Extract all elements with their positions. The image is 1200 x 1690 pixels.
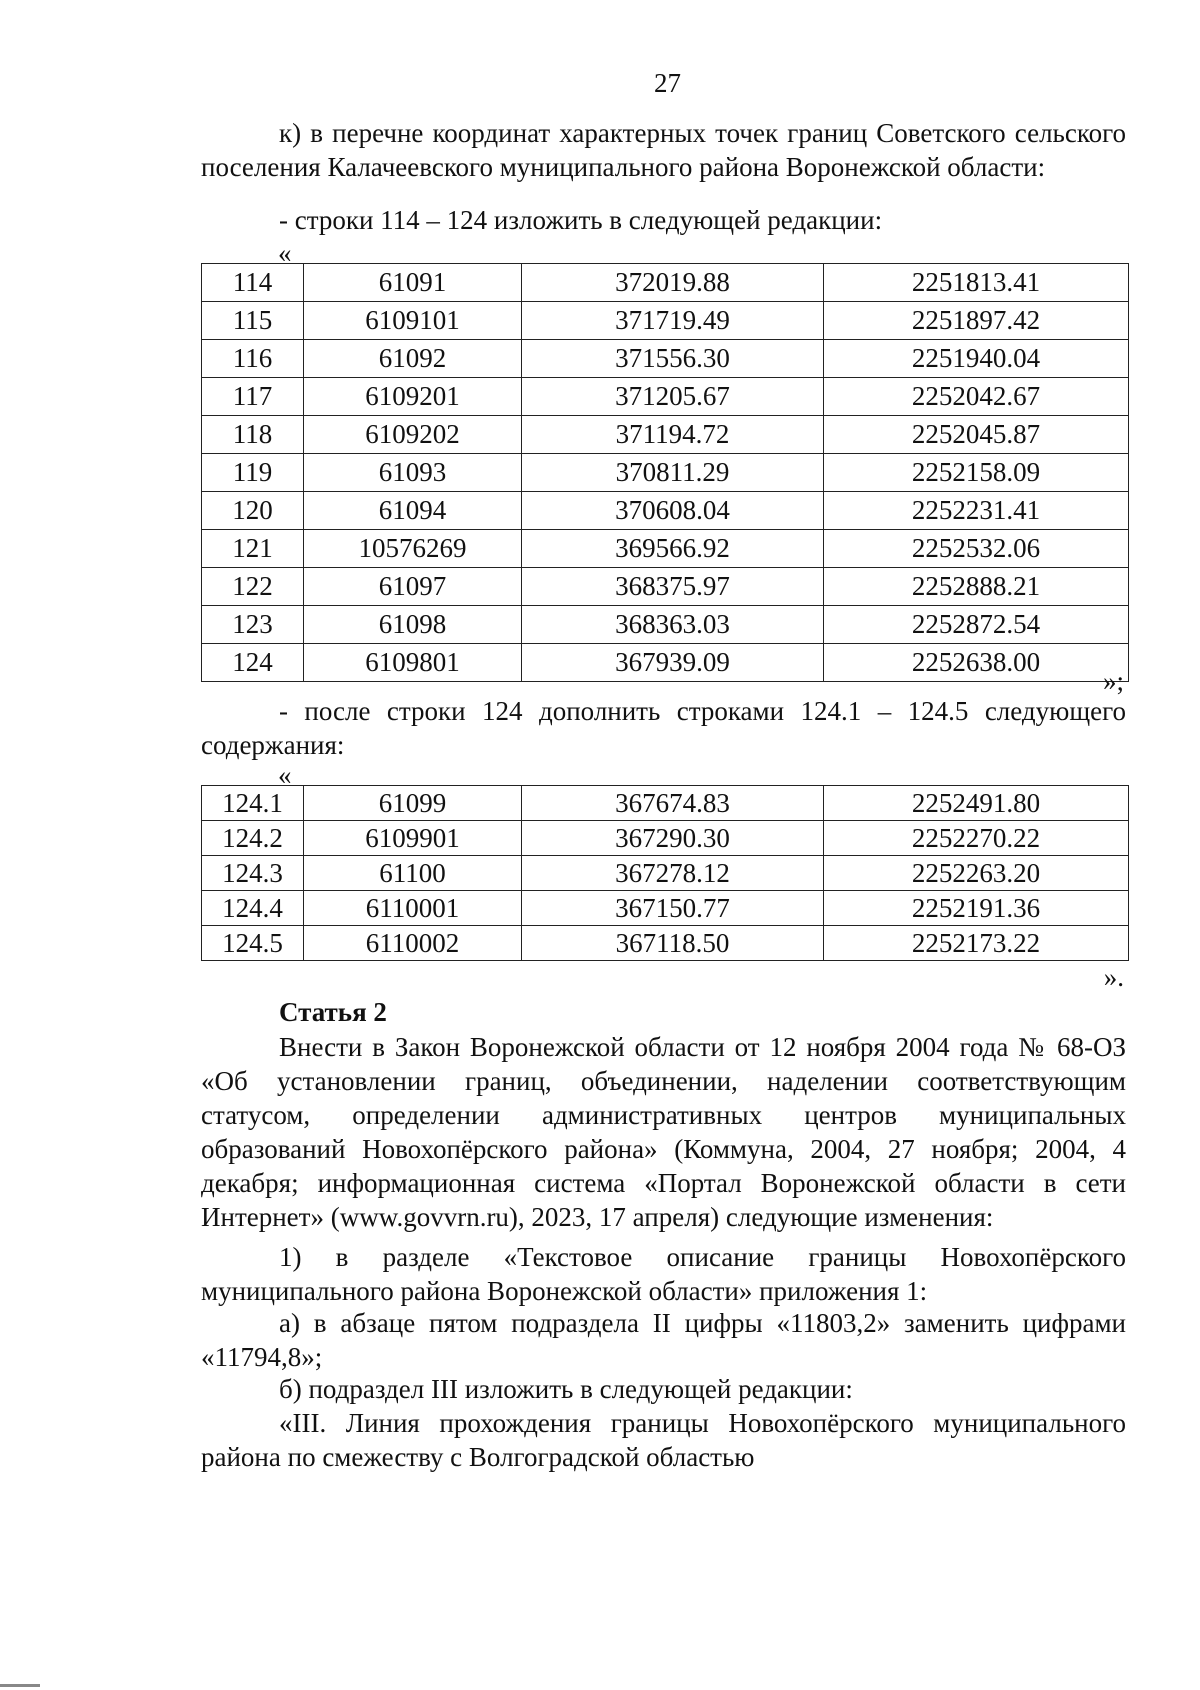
table-cell: 124.3: [202, 856, 304, 891]
table-row: [202, 568, 1129, 606]
table-row: [202, 264, 1129, 302]
article-2-item-b: б) подраздел III изложить в следующей редакции:: [279, 1374, 853, 1404]
table-cell: 370608.04: [522, 492, 824, 530]
table-cell: 6109801: [304, 644, 522, 682]
table-row: [202, 492, 1129, 530]
table-cell: 6110001: [304, 891, 522, 926]
table-cell: 61091: [304, 264, 522, 302]
table-cell: 2252491.80: [824, 786, 1129, 821]
coordinates-table-114-124: [201, 263, 1129, 682]
table-row: [202, 926, 1129, 961]
table-row: [202, 786, 1129, 821]
table-cell: 367939.09: [522, 644, 824, 682]
table-cell: 367290.30: [522, 821, 824, 856]
table2-close-quote: ».: [1103, 962, 1124, 992]
table-cell: 6109901: [304, 821, 522, 856]
section-k-intro: к) в перечне координат характерных точек границ Советского сельского поселения Калачеевского муниципального района Воронежской области:: [201, 118, 1126, 182]
table-cell: 371205.67: [522, 378, 824, 416]
table-cell: 6109201: [304, 378, 522, 416]
section-add-instruction: - после строки 124 дополнить строками 124.1 – 124.5 следующего содержания:: [201, 696, 1126, 760]
table-row: [202, 606, 1129, 644]
table-cell: 114: [202, 264, 304, 302]
table-cell: 61093: [304, 454, 522, 492]
table-cell: 2252263.20: [824, 856, 1129, 891]
table-cell: 367674.83: [522, 786, 824, 821]
table-cell: 61098: [304, 606, 522, 644]
article-2-item-a: а) в абзаце пятом подраздела II цифры «11803,2» заменить цифрами «11794,8»;: [201, 1308, 1126, 1372]
table-cell: 124.4: [202, 891, 304, 926]
table-cell: 2252231.41: [824, 492, 1129, 530]
table-row: [202, 821, 1129, 856]
table-cell: 124.1: [202, 786, 304, 821]
table-cell: 61100: [304, 856, 522, 891]
table-cell: 118: [202, 416, 304, 454]
table-cell: 124: [202, 644, 304, 682]
table-row: [202, 644, 1129, 682]
table-cell: 369566.92: [522, 530, 824, 568]
table-cell: 372019.88: [522, 264, 824, 302]
table1-open-quote: «: [278, 238, 292, 268]
table-cell: 6110002: [304, 926, 522, 961]
table-cell: 124.5: [202, 926, 304, 961]
table-cell: 61094: [304, 492, 522, 530]
table-cell: 2251897.42: [824, 302, 1129, 340]
table-cell: 2252872.54: [824, 606, 1129, 644]
table-cell: 2251813.41: [824, 264, 1129, 302]
table-cell: 2252532.06: [824, 530, 1129, 568]
table-cell: 117: [202, 378, 304, 416]
table-cell: 61092: [304, 340, 522, 378]
table-cell: 2252045.87: [824, 416, 1129, 454]
table-row: [202, 416, 1129, 454]
table-row: [202, 856, 1129, 891]
table-cell: 2252158.09: [824, 454, 1129, 492]
table-row: [202, 454, 1129, 492]
table-cell: 10576269: [304, 530, 522, 568]
table-cell: 61099: [304, 786, 522, 821]
table-cell: 116: [202, 340, 304, 378]
table-cell: 124.2: [202, 821, 304, 856]
page-number: 27: [654, 68, 681, 98]
table-cell: 2252888.21: [824, 568, 1129, 606]
table-cell: 2252638.00: [824, 644, 1129, 682]
section-k-instruction: - строки 114 – 124 изложить в следующей редакции:: [279, 205, 883, 235]
table-row: [202, 340, 1129, 378]
table-cell: 123: [202, 606, 304, 644]
table-row: [202, 378, 1129, 416]
article-2-heading: Статья 2: [279, 997, 387, 1027]
table-cell: 119: [202, 454, 304, 492]
coordinates-table-124-1-124-5: [201, 785, 1129, 961]
article-2-item-1: 1) в разделе «Текстовое описание границы Новохопёрского муниципального района Воронежской области» приложения 1:: [201, 1242, 1126, 1306]
table-cell: 6109101: [304, 302, 522, 340]
table1-close-quote: »;: [1102, 666, 1124, 696]
table-cell: 371719.49: [522, 302, 824, 340]
table-row: [202, 530, 1129, 568]
table-cell: 122: [202, 568, 304, 606]
table-cell: 61097: [304, 568, 522, 606]
table-cell: 120: [202, 492, 304, 530]
table-cell: 368375.97: [522, 568, 824, 606]
table-cell: 2252173.22: [824, 926, 1129, 961]
table-cell: 115: [202, 302, 304, 340]
article-2-body: Внести в Закон Воронежской области от 12 ноября 2004 года № 68-ОЗ «Об установлении границ, объединении, наделении соответствующим статусом, определении административных центров муниципальных образований Новохопёрского района» (Коммуна, 2004, 27 ноября; 2004, 4 декабря; информационная система «Портал Воронежской области в сети Интернет» (www.govvrn.ru), 2023, 17 апреля) следующие изменения:: [201, 1032, 1126, 1232]
table-row: [202, 302, 1129, 340]
scan-edge-mark: [0, 1684, 40, 1687]
table-cell: 6109202: [304, 416, 522, 454]
table-cell: 371194.72: [522, 416, 824, 454]
table2-open-quote: «: [278, 760, 292, 790]
table-cell: 2252042.67: [824, 378, 1129, 416]
table-cell: 121: [202, 530, 304, 568]
table-cell: 367278.12: [522, 856, 824, 891]
table-cell: 2252191.36: [824, 891, 1129, 926]
table-row: [202, 891, 1129, 926]
table-cell: 367118.50: [522, 926, 824, 961]
table-cell: 2251940.04: [824, 340, 1129, 378]
table-cell: 368363.03: [522, 606, 824, 644]
article-2-item-iii: «III. Линия прохождения границы Новохопёрского муниципального района по смежеству с Волгоградской областью: [201, 1408, 1126, 1472]
table-cell: 2252270.22: [824, 821, 1129, 856]
table-cell: 367150.77: [522, 891, 824, 926]
table-cell: 370811.29: [522, 454, 824, 492]
table-cell: 371556.30: [522, 340, 824, 378]
